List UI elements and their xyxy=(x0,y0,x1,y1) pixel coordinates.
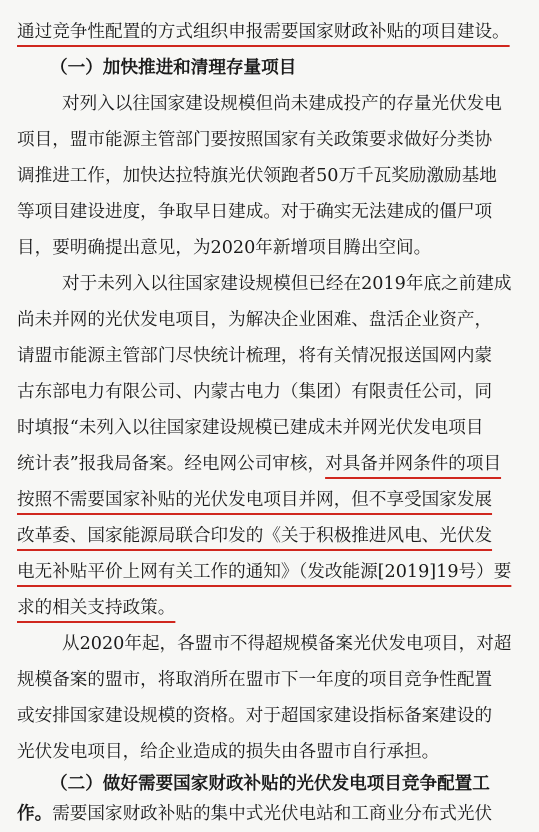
text-line: 目，要明确提出意见，为2020年新增项目腾出空间。 xyxy=(17,238,432,258)
underlined-text: 对具备并网条件的项目 xyxy=(325,454,502,474)
text-line: 光伏发电项目，给企业造成的损失由各盟市自行承担。 xyxy=(17,742,440,762)
text-line: 项目，盟市能源主管部门要按照国家有关政策要求做好分类协 xyxy=(17,130,493,150)
text-line: 时填报“未列入以往国家建设规模已建成未并网光伏发电项目 xyxy=(17,418,484,438)
text-line xyxy=(0,590,539,626)
heading-tail: 作。 xyxy=(17,803,53,824)
text-segment: 需要国家财政补贴的集中式光伏电站和工商业分布式光伏 xyxy=(52,804,493,824)
text-line xyxy=(0,446,539,482)
underlined-text-line: 电无补贴平价上网有关工作的通知》（发改能源[2019]19号）要 xyxy=(17,562,512,582)
underlined-text: 求的相关支持政策。 xyxy=(17,598,176,618)
text-line: 从2020年起，各盟市不得超规模备案光伏发电项目，对超 xyxy=(62,634,512,654)
text-line: 对列入以往国家建设规模但尚未建成投产的存量光伏发电 xyxy=(62,94,502,114)
text-line: 古东部电力有限公司、内蒙古电力（集团）有限责任公司，同 xyxy=(17,382,493,402)
text-line: 请盟市能源主管部门尽快统计梳理，将有关情况报送国网内蒙 xyxy=(17,346,493,366)
text-line: 尚未并网的光伏发电项目，为解决企业困难、盘活企业资产， xyxy=(17,310,493,330)
text-segment: 统计表”报我局备案。经电网公司审核， xyxy=(17,454,326,474)
text-line xyxy=(0,796,539,832)
text-line: 对于未列入以往国家建设规模但已经在2019年底之前建成 xyxy=(62,274,512,294)
text-line: 或安排国家建设规模的资格。对于超国家建设指标备案建设的 xyxy=(17,706,493,726)
section-heading: （二）做好需要国家财政补贴的光伏发电项目竞争配置工 xyxy=(50,773,490,794)
text-line: 等项目建设进度，争取早日建成。对于确实无法建成的僵尸项 xyxy=(17,202,493,222)
text-line: 调推进工作，加快达拉特旗光伏领跑者50万千瓦奖励激励基地 xyxy=(17,166,497,186)
underlined-text-line: 改革委、国家能源局联合印发的《关于积极推进风电、光伏发 xyxy=(17,526,493,546)
text-line: 通过竞争性配置的方式组织申报需要国家财政补贴的项目建设。 xyxy=(17,22,510,42)
text-line: 规模备案的盟市，将取消所在盟市下一年度的项目竞争性配置 xyxy=(17,670,493,690)
section-heading: （一）加快推进和清理存量项目 xyxy=(50,57,297,78)
underlined-text-line: 按照不需要国家补贴的光伏发电项目并网，但不享受国家发展 xyxy=(17,490,493,510)
